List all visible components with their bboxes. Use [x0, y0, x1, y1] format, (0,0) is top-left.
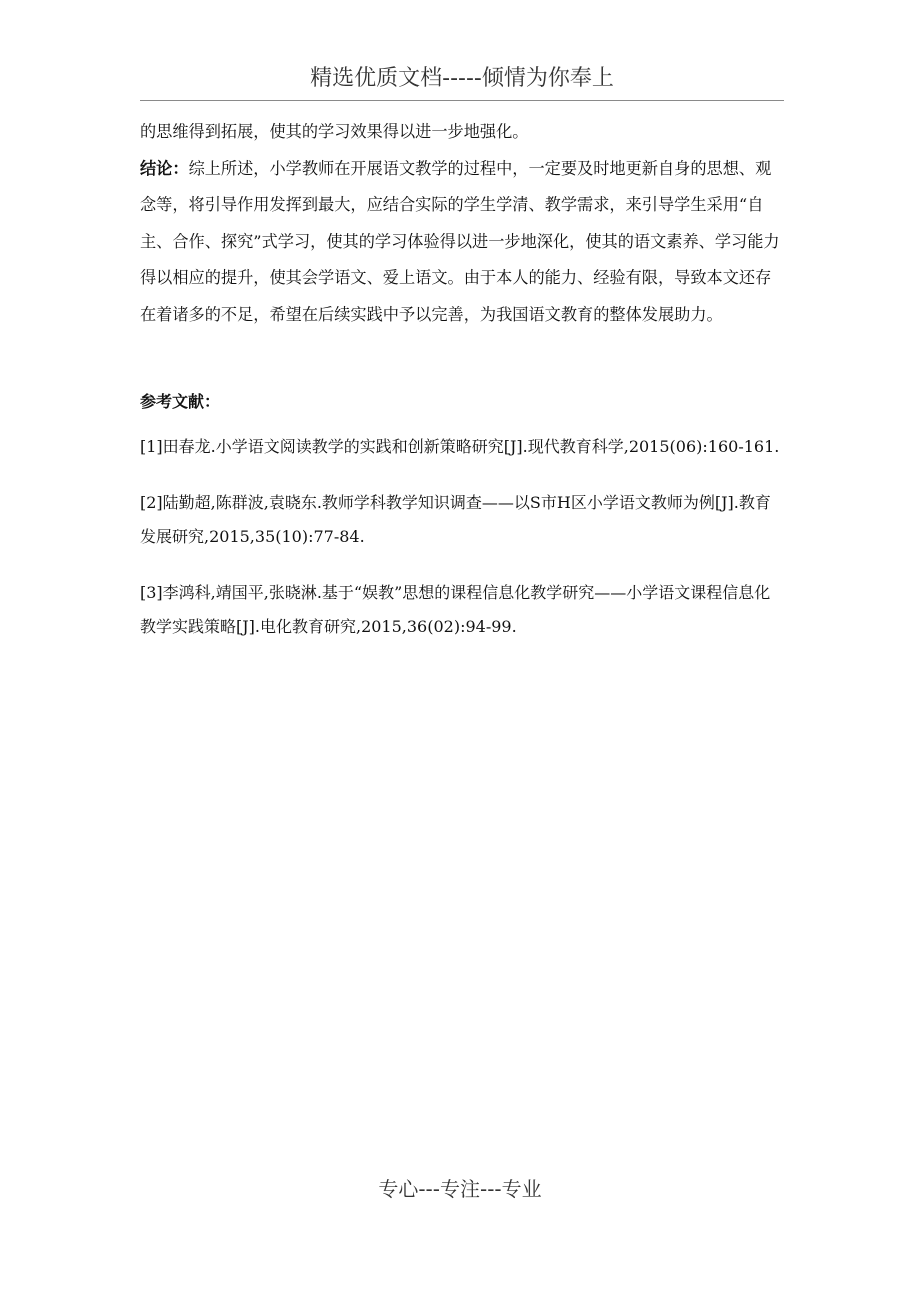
reference-item-2: [2]陆勤超,陈群波,袁晓东.教师学科教学知识调查——以S市H区小学语文教师为例[J].教育发展研究,2015,35(10):77-84. — [140, 492, 771, 546]
reference-item-3: [3]李鸿科,靖国平,张晓淋.基于“娱教”思想的课程信息化教学研究——小学语文课程信息化教学实践策略[J].电化教育研究,2015,36(02):94-99. — [140, 582, 771, 636]
reference-item-1: [1]田春龙.小学语文阅读教学的实践和创新策略研究[J].现代教育科学,2015(06):160-161. — [140, 436, 780, 456]
conclusion-text: 综上所述，小学教师在开展语文教学的过程中，一定要及时地更新自身的思想、观念等，将引导作用发挥到最大，应结合实际的学生学清、教学需求，来引导学生采用“自主、合作、探究”式学习，使其的学习体验得以进一步地深化，使其的语文素养、学习能力得以相应的提升，使其会学语文、爱上语文。由于本人的能力、经验有限，导致本文还存在着诸多的不足，希望在后续实践中予以完善，为我国语文教育的整体发展助力。 — [140, 158, 780, 324]
continued-paragraph: 的思维得到拓展，使其的学习效果得以进一步地强化。 — [140, 122, 529, 141]
document-body — [140, 114, 784, 644]
footer-text: 专心---专注---专业 — [378, 1177, 542, 1201]
conclusion-label: 结论： — [140, 158, 189, 178]
references-title: 参考文献： — [140, 391, 221, 411]
conclusion-paragraph — [140, 151, 784, 334]
header-title: 精选优质文档-----倾情为你奉上 — [310, 66, 614, 91]
page-footer — [0, 1174, 920, 1204]
page-header — [140, 62, 784, 101]
